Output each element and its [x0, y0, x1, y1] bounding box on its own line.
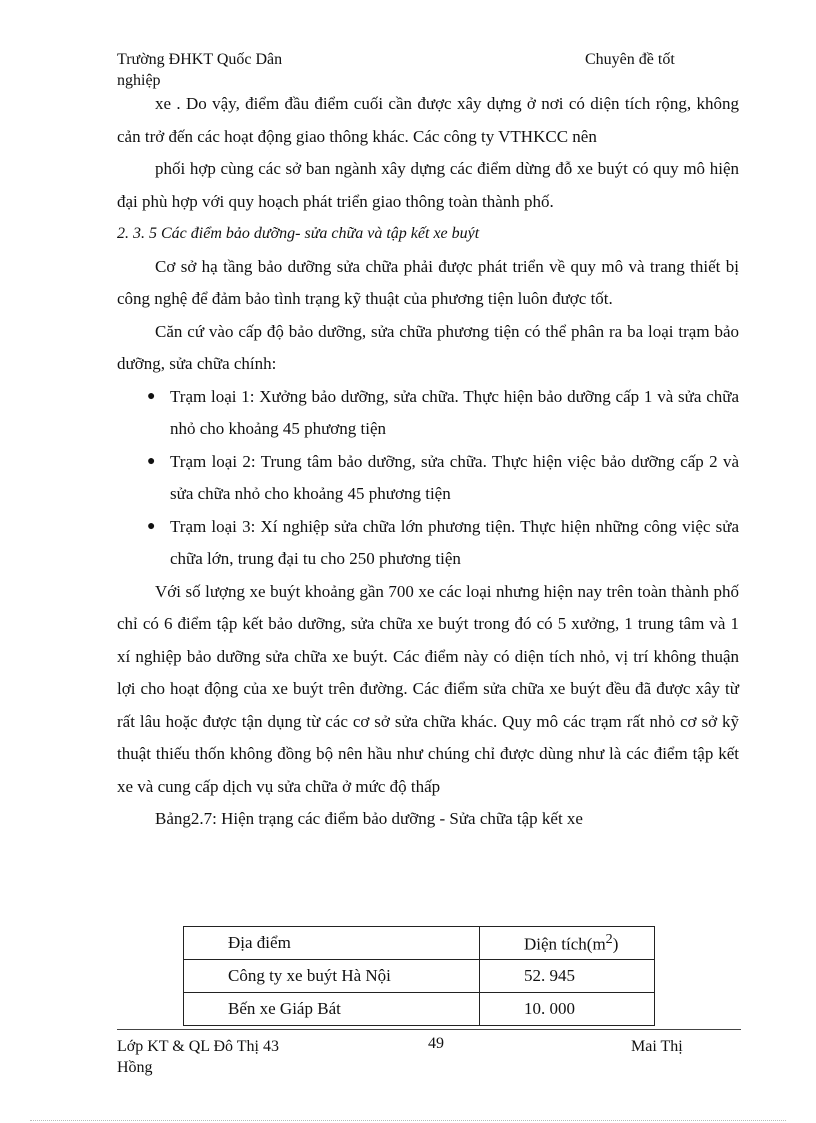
- section-heading: 2. 3. 5 Các điểm bảo dưỡng- sửa chữa và tập kết xe buýt: [117, 225, 480, 242]
- table-cell-area: 10. 000: [480, 993, 655, 1026]
- table-cell-area: 52. 945: [480, 960, 655, 993]
- footer-author-last: Hồng: [117, 1059, 153, 1076]
- maintenance-sites-table: [183, 926, 655, 1026]
- header-doc-type: Chuyên đề tốt: [585, 51, 675, 68]
- paragraph-4: Căn cứ vào cấp độ bảo dưỡng, sửa chữa phương tiện có thể phân ra ba loại trạm bảo dưỡng, sửa chữa chính:: [117, 321, 739, 373]
- bullet-icon: ●: [147, 388, 156, 404]
- table-row: [184, 993, 655, 1026]
- paragraph-3: Cơ sở hạ tầng bảo dưỡng sửa chữa phải được phát triển về quy mô và trang thiết bị công nghệ để đảm bảo tình trạng kỹ thuật của phương tiện luôn được tốt.: [117, 256, 739, 308]
- body-content: [117, 88, 739, 836]
- table-cell-place: Công ty xe buýt Hà Nội: [184, 960, 480, 993]
- table-row: [184, 960, 655, 993]
- footer-class-name: Lớp KT & QL Đô Thị 43: [117, 1038, 279, 1055]
- list-item: ● Trạm loại 1: Xưởng bảo dưỡng, sửa chữa. Thực hiện bảo dưỡng cấp 1 và sửa chữa nhỏ cho khoảng 45 phương tiện: [117, 381, 739, 446]
- column-header-place: Địa điểm: [184, 927, 480, 960]
- bullet-icon: ●: [147, 453, 156, 469]
- header-doc-type-continued: nghiệp: [117, 72, 161, 89]
- table-cell-place: Bến xe Giáp Bát: [184, 993, 480, 1026]
- paragraph-5: Với số lượng xe buýt khoảng gần 700 xe các loại nhưng hiện nay trên toàn thành phố chỉ có 6 điểm tập kết bảo dưỡng, sửa chữa xe buýt trong đó có 5 xưởng, 1 trung tâm và 1 xí nghiệp bảo dưỡng sửa chữa xe buýt. Các điểm này có diện tích nhỏ, vị trí không thuận lợi cho hoạt động của xe buýt trên đường. Các điểm sửa chữa xe buýt đều đã được xây từ rất lâu hoặc được tận dụng từ các cơ sở sửa chữa khác. Quy mô các trạm rất nhỏ cơ sở kỹ thuật thiếu thốn không đồng bộ nên hầu như chúng chỉ được dùng như là các điểm tập kết xe và cung cấp dịch vụ sửa chữa ở mức độ thấp: [117, 581, 739, 796]
- header-school: Trường ĐHKT Quốc Dân: [117, 51, 283, 68]
- page-number: 49: [428, 1035, 444, 1052]
- list-item: ● Trạm loại 2: Trung tâm bảo dưỡng, sửa chữa. Thực hiện việc bảo dưỡng cấp 2 và sửa chữa nhỏ cho khoảng 45 phương tiện: [117, 446, 739, 511]
- page-edge-divider: [30, 1120, 786, 1121]
- bullet-icon: ●: [147, 518, 156, 534]
- table-header-row: [184, 927, 655, 960]
- footer-divider: [117, 1029, 741, 1030]
- column-header-area: Diện $tích(m^2)$: [480, 927, 655, 960]
- station-list: [117, 381, 739, 576]
- paragraph-1: xe . Do vậy, điểm đầu điểm cuối cần được xây dựng ở nơi có diện tích rộng, không cản trở đến các hoạt động giao thông khác. Các công ty VTHKCC nên: [117, 94, 739, 146]
- list-item: ● Trạm loại 3: Xí nghiệp sửa chữa lớn phương tiện. Thực hiện những công việc sửa chữa lớn, trung đại tu cho 250 phương tiện: [117, 511, 739, 576]
- footer-author-first: Mai Thị: [631, 1038, 683, 1055]
- paragraph-2: phối hợp cùng các sở ban ngành xây dựng các điểm dừng đỗ xe buýt có quy mô hiện đại phù hợp với quy hoạch phát triển giao thông toàn thành phố.: [117, 159, 739, 211]
- table-caption: Bảng2.7: Hiện trạng các điểm bảo dưỡng - Sửa chữa tập kết xe: [155, 809, 583, 828]
